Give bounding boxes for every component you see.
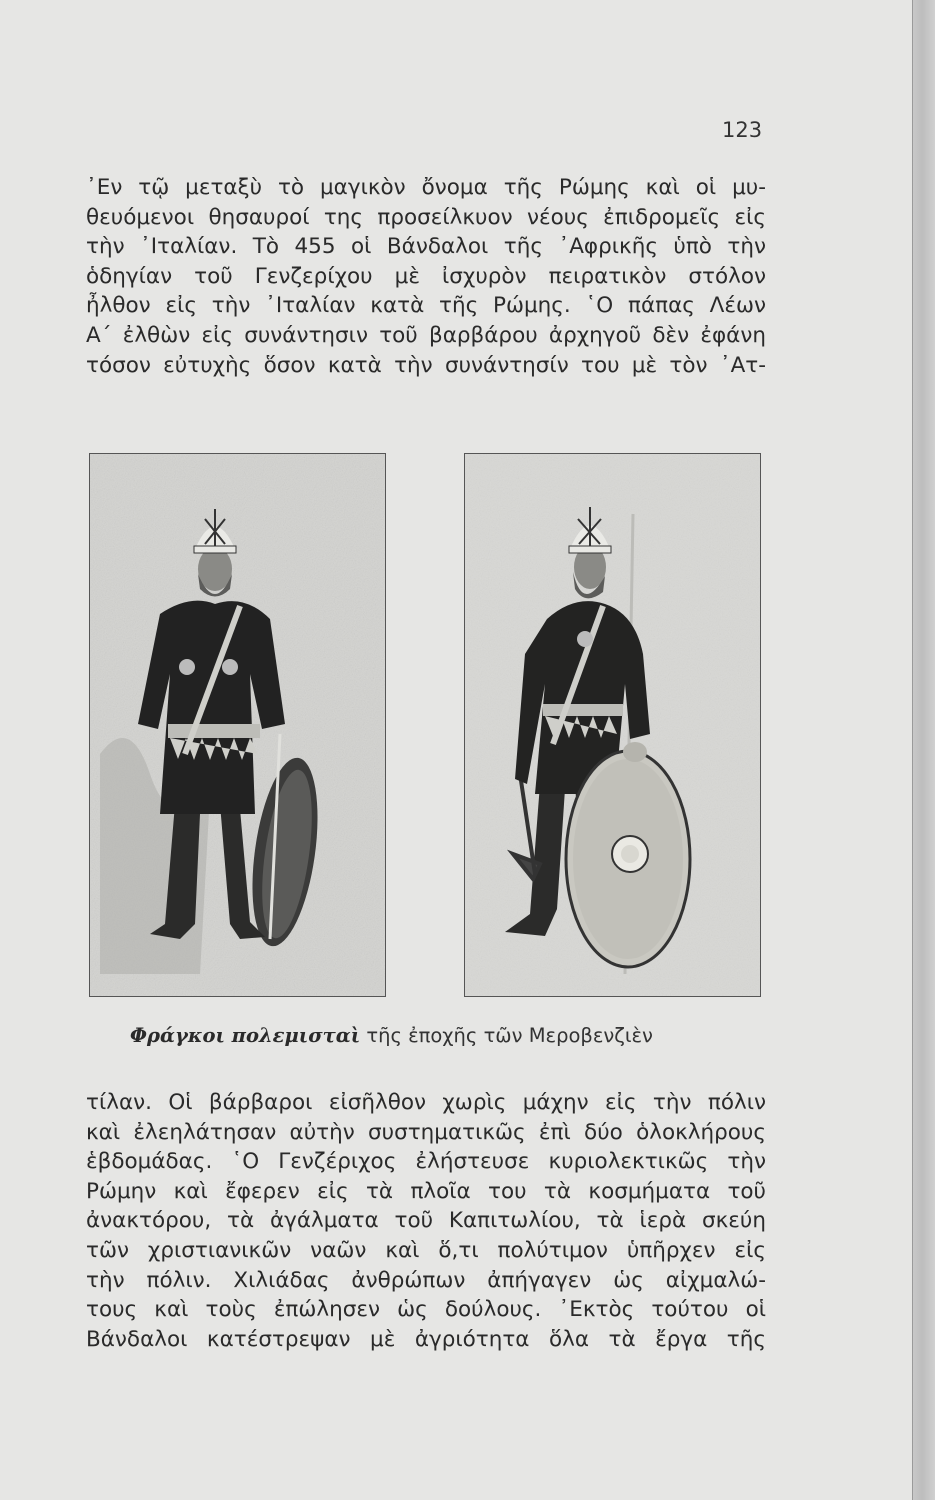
text-line: Ρώμην καὶ ἔφερεν εἰς τὰ πλοῖα του τὰ κοσμήματα τοῦ	[86, 1178, 766, 1204]
warrior-photo-front	[89, 453, 386, 997]
text-line: Βάνδαλοι κατέστρεψαν μὲ ἀγριότητα ὅλα τὰ ἔργα τῆς	[86, 1326, 766, 1352]
text-line: θευόμενοι θησαυροί της προσείλκυον νέους ἐπιδρομεῖς εἰς	[86, 204, 766, 230]
caption-regular: τῆς ἐποχῆς τῶν Μεροβενζιὲν	[366, 1024, 653, 1047]
text-line: τὴν ᾿Ιταλίαν. Τὸ 455 οἱ Βάνδαλοι τῆς ᾿Αφρικῆς ὑπὸ τὴν	[86, 234, 766, 260]
text-line: τὴν πόλιν. Χιλιάδας ἀνθρώπων ἀπήγαγεν ὡς αἰχμαλώ-	[86, 1267, 766, 1293]
text-line: τίλαν. Οἱ βάρβαροι εἰσῆλθον χωρὶς μάχην εἰς τὴν πόλιν	[86, 1090, 766, 1115]
figure-caption	[130, 1024, 730, 1047]
text-line: Α΄ ἐλθὼν εἰς συνάντησιν τοῦ βαρβάρου ἀρχηγοῦ δὲν ἐφάνη	[86, 322, 766, 348]
text-line: καὶ ἐλεηλάτησαν αὐτὴν συστηματικῶς ἐπὶ δύο ὁλοκλήρους	[86, 1119, 766, 1145]
text-line: ἑβδομάδας. ῾Ο Γενζέριχος ἐλήστευσε κυριολεκτικῶς τὴν	[86, 1149, 766, 1175]
text-line: ᾿Εν τῷ μεταξὺ τὸ μαγικὸν ὄνομα τῆς Ρώμης καὶ οἱ μυ-	[86, 175, 766, 200]
page-number: 123	[722, 118, 763, 142]
text-line: τῶν χριστιανικῶν ναῶν καὶ ὅ,τι πολύτιμον ὑπῆρχεν εἰς	[86, 1237, 766, 1263]
paragraph-top	[86, 173, 766, 380]
text-line: ὁδηγίαν τοῦ Γενζερίχου μὲ ἰσχυρὸν πειρατικὸν στόλον	[86, 263, 766, 289]
text-line: τόσον εὐτυχὴς ὅσον κατὰ τὴν συνάντησίν του μὲ τὸν ᾿Ατ-	[86, 352, 766, 378]
text-line: τους καὶ τοὺς ἐπώλησεν ὡς δούλους. ᾿Εκτὸς τούτου οἱ	[86, 1297, 766, 1323]
text-line: ἦλθον εἰς τὴν ᾿Ιταλίαν κατὰ τῆς Ρώμης. ῾Ο πάπας Λέων	[86, 293, 766, 319]
paragraph-bottom	[86, 1088, 766, 1354]
caption-bold: Φράγκοι πολεμισταὶ	[130, 1024, 361, 1047]
text-line: ἀνακτόρου, τὰ ἀγάλματα τοῦ Καπιτωλίου, τὰ ἱερὰ σκεύη	[86, 1208, 766, 1234]
page-edge	[912, 0, 935, 1500]
warrior-photo-side	[464, 453, 761, 997]
